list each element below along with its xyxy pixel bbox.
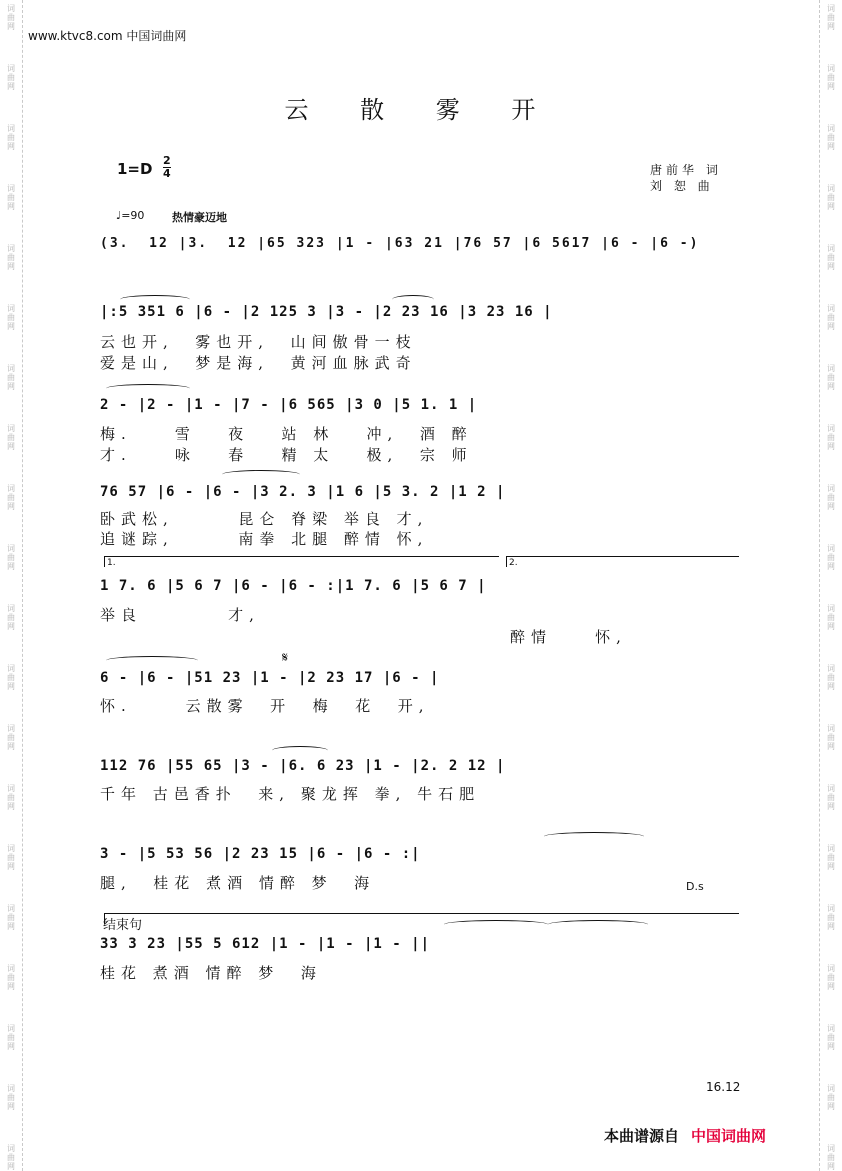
site-url[interactable]: www.ktvc8.com 中国词曲网 — [28, 29, 187, 43]
watermark-text: 词 曲 网 — [827, 724, 835, 751]
watermark-text: 词 曲 网 — [827, 424, 835, 451]
row1-notes: |:5 351 6 |6 - |2 125 3 |3 - |2 23 16 |3 23 16 | — [100, 304, 553, 320]
ending-label: 结束句 — [103, 918, 143, 933]
watermark-text: 词 曲 网 — [7, 784, 15, 811]
slur — [548, 920, 648, 929]
row7-lyrics: 腿, 桂花 煮酒 情醉 梦 海 — [100, 874, 376, 892]
watermark-text: 词 曲 网 — [827, 64, 835, 91]
first-ending-bracket — [104, 556, 499, 567]
watermark-text: 词 曲 网 — [7, 184, 15, 211]
slur — [222, 470, 300, 479]
watermark-text: 词 曲 网 — [7, 844, 15, 871]
row6-lyrics: 千年 古邑香扑 来, 聚龙挥 拳, 牛石肥 — [100, 785, 481, 803]
lyricist-credit: 唐前华 词 — [650, 163, 722, 177]
watermark-text: 词 曲 网 — [827, 964, 835, 991]
source-brand-link[interactable]: 中国词曲网 — [691, 1127, 767, 1145]
row5-notes: 6 - |6 - |51 23 |1 - |2 23 17 |6 - | — [100, 670, 440, 686]
tempo-marking: ♩=90 — [116, 209, 145, 222]
watermark-text: 词 曲 网 — [827, 544, 835, 571]
row8-lyrics: 桂花 煮酒 情醉 梦 海 — [100, 964, 322, 982]
dal-segno-mark: D.s — [686, 880, 704, 893]
watermark-text: 词 曲 网 — [7, 544, 15, 571]
row8-notes: 33 3 23 |55 5 612 |1 - |1 - |1 - || — [100, 936, 431, 952]
right-watermark-strip — [819, 0, 842, 1171]
row4-lyrics-ending2: 醉情 怀, — [510, 628, 627, 646]
row4-notes: 1 7. 6 |5 6 7 |6 - |6 - :|1 7. 6 |5 6 7 | — [100, 578, 487, 594]
watermark-text: 词 曲 网 — [827, 184, 835, 211]
time-signature: $\frac{2}{4}$ — [163, 154, 171, 180]
first-ending-number: 1. — [107, 558, 116, 568]
watermark-text: 词 曲 网 — [827, 784, 835, 811]
watermark-text: 词 曲 网 — [827, 124, 835, 151]
left-watermark-strip — [0, 0, 23, 1171]
watermark-text: 词 曲 网 — [7, 124, 15, 151]
watermark-text: 词 曲 网 — [7, 364, 15, 391]
watermark-text: 词 曲 网 — [7, 304, 15, 331]
slur — [120, 295, 190, 304]
slur — [444, 920, 548, 929]
row3-lyrics-verse1: 卧武松, 昆仑 脊梁 举良 才, — [100, 510, 429, 528]
watermark-text: 词 曲 网 — [7, 604, 15, 631]
watermark-text: 词 曲 网 — [7, 724, 15, 751]
watermark-text: 词 曲 网 — [827, 304, 835, 331]
watermark-text: 词 曲 网 — [7, 664, 15, 691]
slur — [106, 384, 190, 393]
source-label: 本曲谱源自 — [604, 1127, 680, 1145]
watermark-text: 词 曲 网 — [7, 244, 15, 271]
watermark-text: 词 曲 网 — [7, 1144, 15, 1171]
watermark-text: 词 曲 网 — [827, 244, 835, 271]
expression-marking: 热情豪迈地 — [172, 211, 227, 224]
source-credit — [604, 1125, 766, 1146]
segno-sign: 𝄋 — [282, 650, 289, 666]
key-signature: 1=D — [117, 160, 153, 178]
row6-notes: 112 76 |55 65 |3 - |6. 6 23 |1 - |2. 2 12 | — [100, 758, 506, 774]
watermark-text: 词 曲 网 — [827, 604, 835, 631]
watermark-text: 词 曲 网 — [827, 1144, 835, 1171]
watermark-text: 词 曲 网 — [7, 1024, 15, 1051]
row1-lyrics-verse1: 云也开, 雾也开, 山间傲骨一枝 — [100, 333, 417, 351]
watermark-text: 词 曲 网 — [827, 904, 835, 931]
watermark-text: 词 曲 网 — [827, 364, 835, 391]
watermark-text: 词 曲 网 — [7, 424, 15, 451]
row3-notes: 76 57 |6 - |6 - |3 2. 3 |1 6 |5 3. 2 |1 2 | — [100, 484, 506, 500]
second-ending-bracket — [506, 556, 739, 567]
row3-lyrics-verse2: 追谜踪, 南拳 北腿 醉情 怀, — [100, 530, 429, 548]
row2-lyrics-verse1: 梅. 雪 夜 站 林 冲, 酒 醉 — [100, 425, 473, 443]
song-title: 云 散 雾 开 — [284, 96, 558, 124]
watermark-text: 词 曲 网 — [7, 904, 15, 931]
intro-notes: (3. 12 |3. 12 |65 323 |1 - |63 21 |76 57 |6 5617 |6 - |6 -) — [100, 236, 700, 251]
slur — [272, 746, 328, 755]
watermark-text: 词 曲 网 — [7, 964, 15, 991]
row4-lyrics-ending1: 举良 才, — [100, 606, 260, 624]
watermark-text: 词 曲 网 — [827, 484, 835, 511]
row1-lyrics-verse2: 爱是山, 梦是海, 黄河血脉武奇 — [100, 354, 417, 372]
watermark-text: 词 曲 网 — [827, 844, 835, 871]
second-ending-number: 2. — [509, 558, 518, 568]
composer-credit: 刘 恕 曲 — [650, 179, 714, 193]
row7-notes: 3 - |5 53 56 |2 23 15 |6 - |6 - :| — [100, 846, 421, 862]
watermark-text: 词 曲 网 — [7, 64, 15, 91]
score-number: 16.12 — [706, 1080, 741, 1094]
watermark-text: 词 曲 网 — [827, 664, 835, 691]
row5-lyrics: 怀. 云散雾 开 梅 花 开, — [100, 697, 430, 715]
slur — [544, 832, 644, 841]
watermark-text: 词 曲 网 — [7, 1084, 15, 1111]
watermark-text: 词 曲 网 — [827, 1024, 835, 1051]
watermark-text: 词 曲 网 — [7, 484, 15, 511]
watermark-text: 词 曲 网 — [827, 4, 835, 31]
watermark-text: 词 曲 网 — [7, 4, 15, 31]
watermark-text: 词 曲 网 — [827, 1084, 835, 1111]
row2-notes: 2 - |2 - |1 - |7 - |6 565 |3 0 |5 1. 1 | — [100, 397, 478, 413]
slur — [392, 295, 434, 304]
slur — [106, 656, 198, 665]
row2-lyrics-verse2: 才. 咏 春 精 太 极, 宗 师 — [100, 446, 473, 464]
